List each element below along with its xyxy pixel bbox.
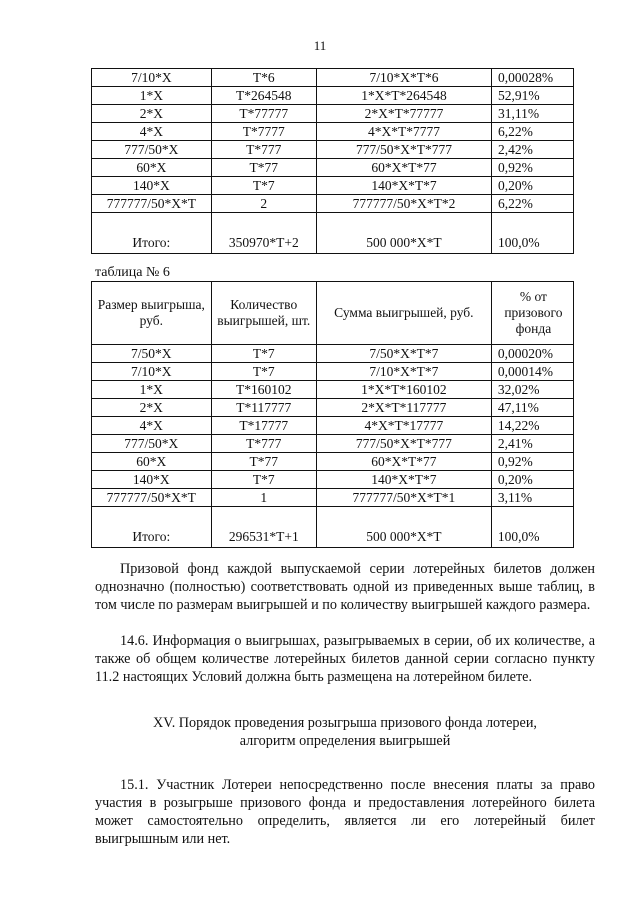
table-row bbox=[92, 417, 574, 435]
table-row bbox=[92, 453, 574, 471]
total-cell-prize-count: 350970*T+2 bbox=[211, 213, 316, 254]
cell-prize-percent: 0,00028% bbox=[491, 69, 573, 87]
cell-prize-sum: 7/10*X*T*7 bbox=[316, 363, 491, 381]
cell-prize-sum: 2*X*T*117777 bbox=[316, 399, 491, 417]
table-header-row bbox=[92, 282, 574, 345]
table-row bbox=[92, 363, 574, 381]
table-row bbox=[92, 159, 574, 177]
table-row bbox=[92, 381, 574, 399]
cell-prize-sum: 1*X*T*264548 bbox=[316, 87, 491, 105]
cell-prize-percent: 0,00014% bbox=[491, 363, 573, 381]
cell-prize-size: 1*X bbox=[92, 87, 212, 105]
cell-prize-count: T*777 bbox=[211, 435, 316, 453]
table-row bbox=[92, 399, 574, 417]
cell-prize-sum: 2*X*T*77777 bbox=[316, 105, 491, 123]
total-cell-prize-sum: 500 000*X*T bbox=[316, 213, 491, 254]
cell-prize-size: 4*X bbox=[92, 123, 212, 141]
cell-prize-count: T*77 bbox=[211, 159, 316, 177]
table-row bbox=[92, 195, 574, 213]
header-prize-size: Размер выигрыша, руб. bbox=[92, 282, 212, 345]
cell-prize-count: T*777 bbox=[211, 141, 316, 159]
section-heading-line-1: XV. Порядок проведения розыгрыша призового фонда лотереи, bbox=[153, 715, 537, 731]
cell-prize-count: T*77777 bbox=[211, 105, 316, 123]
prize-table-5-body bbox=[92, 69, 574, 254]
total-cell-prize-percent: 100,0% bbox=[491, 213, 573, 254]
paragraph-prize-fund: Призовой фонд каждой выпускаемой серии лотерейных билетов должен однозначно (полностью) соответствовать одной из приведенных выше таблиц, в том числе по размерам выигрышей и по количеству выигрышей каждого размера. bbox=[95, 561, 595, 613]
page-number: 11 bbox=[313, 38, 327, 53]
cell-prize-percent: 14,22% bbox=[491, 417, 573, 435]
cell-prize-size: 140*X bbox=[92, 177, 212, 195]
total-cell-prize-percent: 100,0% bbox=[491, 507, 573, 548]
table-total-row bbox=[92, 213, 574, 254]
prize-table-5 bbox=[91, 68, 574, 254]
cell-prize-percent: 0,20% bbox=[491, 177, 573, 195]
cell-prize-sum: 7/50*X*T*7 bbox=[316, 345, 491, 363]
header-prize-count: Количество выигрышей, шт. bbox=[211, 282, 316, 345]
cell-prize-sum: 777/50*X*T*777 bbox=[316, 141, 491, 159]
cell-prize-count: T*160102 bbox=[211, 381, 316, 399]
cell-prize-size: 777777/50*X*T bbox=[92, 489, 212, 507]
total-cell-prize-size: Итого: bbox=[92, 507, 212, 548]
table-row bbox=[92, 471, 574, 489]
table-row bbox=[92, 489, 574, 507]
prize-table-6-body bbox=[92, 345, 574, 548]
table-row bbox=[92, 105, 574, 123]
cell-prize-count: T*117777 bbox=[211, 399, 316, 417]
cell-prize-count: T*7 bbox=[211, 345, 316, 363]
cell-prize-count: T*17777 bbox=[211, 417, 316, 435]
cell-prize-sum: 777777/50*X*T*1 bbox=[316, 489, 491, 507]
cell-prize-sum: 60*X*T*77 bbox=[316, 453, 491, 471]
cell-prize-sum: 7/10*X*T*6 bbox=[316, 69, 491, 87]
table-6-caption: таблица № 6 bbox=[95, 265, 170, 280]
cell-prize-sum: 4*X*T*7777 bbox=[316, 123, 491, 141]
cell-prize-percent: 0,92% bbox=[491, 159, 573, 177]
table-row bbox=[92, 345, 574, 363]
total-cell-prize-sum: 500 000*X*T bbox=[316, 507, 491, 548]
cell-prize-size: 777/50*X bbox=[92, 435, 212, 453]
cell-prize-count: 2 bbox=[211, 195, 316, 213]
cell-prize-size: 140*X bbox=[92, 471, 212, 489]
table-row bbox=[92, 141, 574, 159]
prize-table-6 bbox=[91, 281, 574, 548]
cell-prize-percent: 47,11% bbox=[491, 399, 573, 417]
cell-prize-size: 777/50*X bbox=[92, 141, 212, 159]
cell-prize-percent: 52,91% bbox=[491, 87, 573, 105]
cell-prize-count: 1 bbox=[211, 489, 316, 507]
cell-prize-size: 4*X bbox=[92, 417, 212, 435]
cell-prize-percent: 3,11% bbox=[491, 489, 573, 507]
cell-prize-percent: 31,11% bbox=[491, 105, 573, 123]
header-prize-sum: Сумма выигрышей, руб. bbox=[316, 282, 491, 345]
table-row bbox=[92, 123, 574, 141]
cell-prize-size: 60*X bbox=[92, 159, 212, 177]
cell-prize-sum: 4*X*T*17777 bbox=[316, 417, 491, 435]
cell-prize-size: 2*X bbox=[92, 399, 212, 417]
section-heading-line-2: алгоритм определения выигрышей bbox=[239, 733, 451, 749]
cell-prize-percent: 6,22% bbox=[491, 123, 573, 141]
paragraph-14-6: 14.6. Информация о выигрышах, разыгрываемых в серии, об их количестве, а также об общем количестве лотерейных билетов данной серии согласно пункту 11.2 настоящих Условий должна быть размещена на лотерейном билете. bbox=[95, 633, 595, 685]
table-total-row bbox=[92, 507, 574, 548]
total-cell-prize-size: Итого: bbox=[92, 213, 212, 254]
cell-prize-sum: 140*X*T*7 bbox=[316, 471, 491, 489]
cell-prize-size: 60*X bbox=[92, 453, 212, 471]
cell-prize-percent: 0,20% bbox=[491, 471, 573, 489]
cell-prize-size: 777777/50*X*T bbox=[92, 195, 212, 213]
cell-prize-count: T*7 bbox=[211, 471, 316, 489]
cell-prize-percent: 0,00020% bbox=[491, 345, 573, 363]
header-prize-percent: % от призового фонда bbox=[491, 282, 573, 345]
cell-prize-count: T*264548 bbox=[211, 87, 316, 105]
cell-prize-size: 7/10*X bbox=[92, 69, 212, 87]
total-cell-prize-count: 296531*T+1 bbox=[211, 507, 316, 548]
table-row bbox=[92, 177, 574, 195]
cell-prize-sum: 1*X*T*160102 bbox=[316, 381, 491, 399]
paragraph-15-1: 15.1. Участник Лотереи непосредственно после внесения платы за право участия в розыгрыше призового фонда и предоставления лотерейного билета может самостоятельно определить, является ли его лотерейный билет выигрышным или нет. bbox=[95, 777, 595, 847]
cell-prize-count: T*7 bbox=[211, 177, 316, 195]
table-row bbox=[92, 435, 574, 453]
cell-prize-sum: 777/50*X*T*777 bbox=[316, 435, 491, 453]
cell-prize-percent: 6,22% bbox=[491, 195, 573, 213]
table-row bbox=[92, 87, 574, 105]
cell-prize-count: T*7777 bbox=[211, 123, 316, 141]
cell-prize-size: 7/10*X bbox=[92, 363, 212, 381]
cell-prize-size: 1*X bbox=[92, 381, 212, 399]
cell-prize-count: T*7 bbox=[211, 363, 316, 381]
cell-prize-percent: 2,42% bbox=[491, 141, 573, 159]
cell-prize-size: 7/50*X bbox=[92, 345, 212, 363]
cell-prize-percent: 32,02% bbox=[491, 381, 573, 399]
cell-prize-sum: 777777/50*X*T*2 bbox=[316, 195, 491, 213]
cell-prize-sum: 140*X*T*7 bbox=[316, 177, 491, 195]
section-heading-xv bbox=[95, 714, 595, 750]
cell-prize-sum: 60*X*T*77 bbox=[316, 159, 491, 177]
table-row bbox=[92, 69, 574, 87]
cell-prize-percent: 2,41% bbox=[491, 435, 573, 453]
cell-prize-size: 2*X bbox=[92, 105, 212, 123]
cell-prize-count: T*6 bbox=[211, 69, 316, 87]
cell-prize-count: T*77 bbox=[211, 453, 316, 471]
cell-prize-percent: 0,92% bbox=[491, 453, 573, 471]
